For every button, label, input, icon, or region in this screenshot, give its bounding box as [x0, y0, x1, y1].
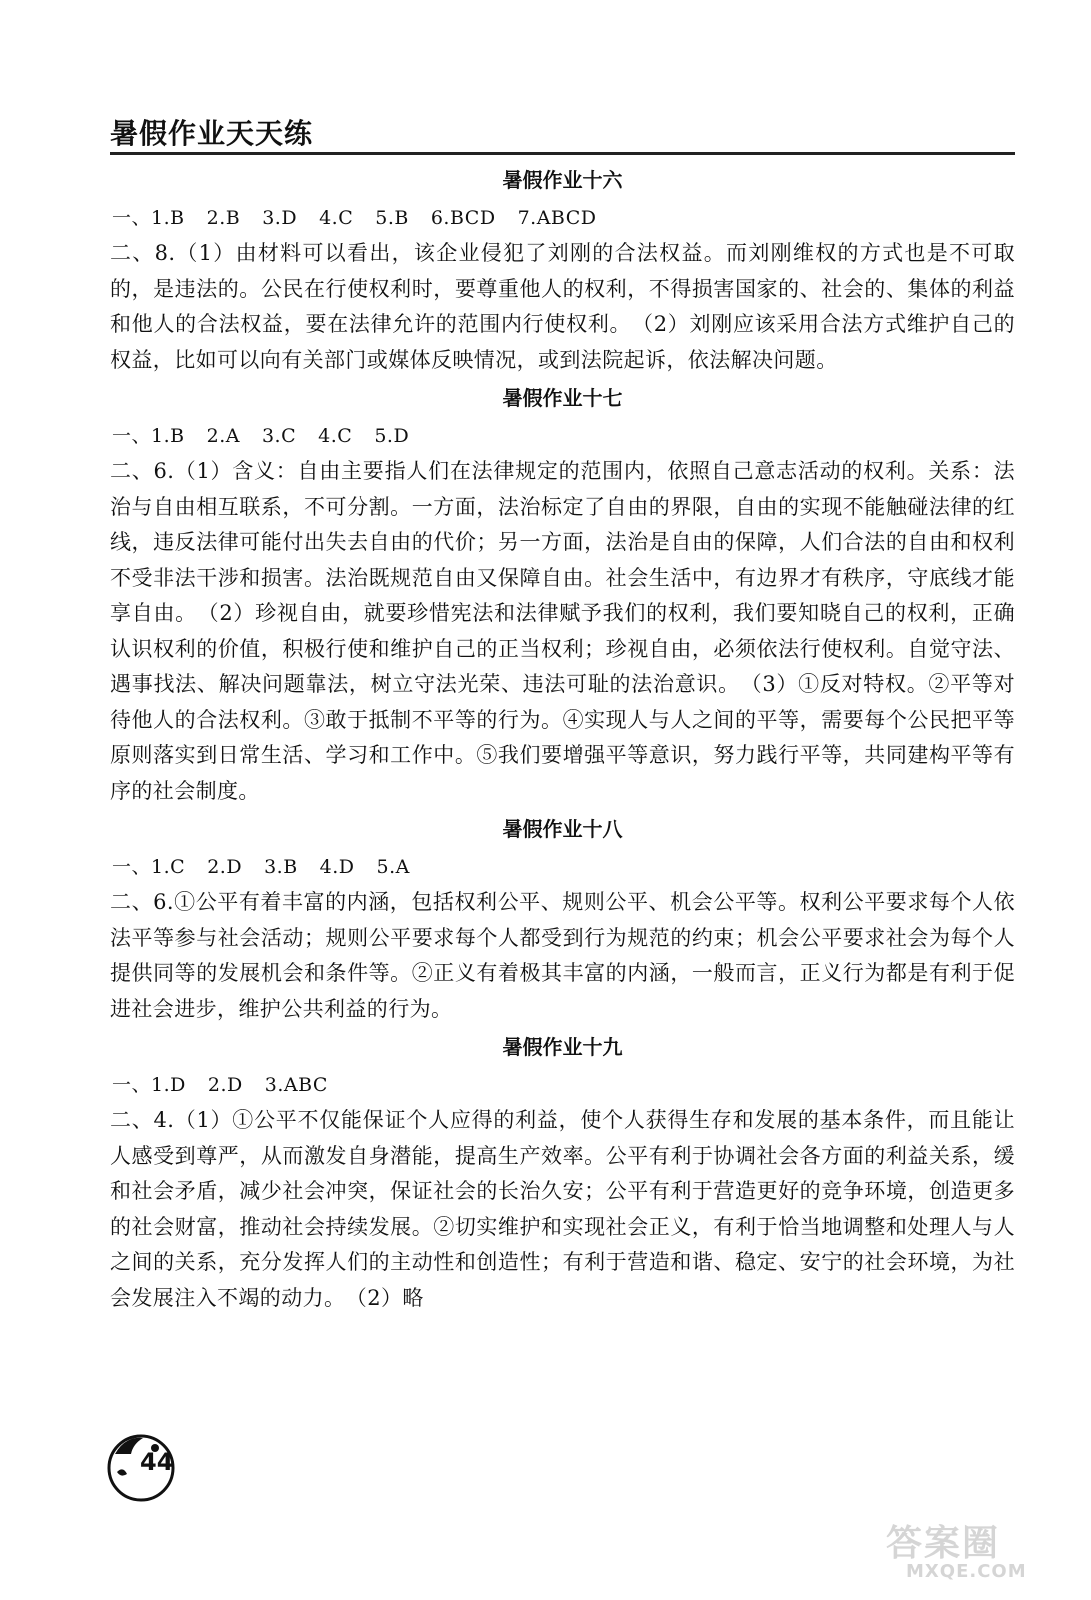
choice-answers [110, 200, 1015, 236]
watermark [886, 1515, 1061, 1590]
choice-answers [110, 849, 1015, 885]
choice-answer: 2.D [207, 1074, 243, 1096]
choice-prefix: 一、 [112, 425, 152, 447]
section-19 [110, 1027, 1015, 1316]
choice-answers [110, 1067, 1015, 1103]
section-16 [110, 160, 1015, 378]
choice-answer: 4.C [319, 207, 354, 229]
choice-answer: 3.C [261, 425, 297, 447]
section-17 [110, 378, 1015, 809]
page-header-title: 暑假作业天天练 [110, 117, 314, 150]
essay-answer: 二、4.（1）①公平不仅能保证个人应得的利益，使个人获得生存和发展的基本条件，而且能让人感受到尊严，从而激发自身潜能，提高生产效率。公平有利于协调社会各方面的利益关系，缓和社会矛盾，减少社会冲突，保证社会的长治久安；公平有利于营造更好的竞争环境，创造更多的社会财富，推动社会持续发展。②切实维护和实现社会正义，有利于恰当地调整和处理人与人之间的关系，充分发挥人们的主动性和创造性；有利于营造和谐、稳定、安宁的社会环境，为社会发展注入不竭的动力。 （2）略 [110, 1108, 1015, 1310]
choice-answer: 3.ABC [264, 1074, 328, 1096]
essay-answer: 二、6.①公平有着丰富的内涵，包括权利公平、规则公平、机会公平等。权利公平要求每个人依法平等参与社会活动；规则公平要求每个人都受到行为规范的约束；机会公平要求社会为每个人提供同等的发展机会和条件等。②正义有着极其丰富的内涵，一般而言，正义行为都是有利于促进社会进步，维护公共利益的行为。 [110, 890, 1015, 1021]
choice-answer: 5.A [376, 856, 410, 878]
page-number: 44 [140, 1448, 174, 1476]
choice-prefix: 一、 [112, 1074, 152, 1096]
choice-answer: 2.A [206, 425, 240, 447]
essay-answer: 二、8.（1）由材料可以看出，该企业侵犯了刘刚的合法权益。而刘刚维权的方式也是不可取的，是违法的。公民在行使权利时，要尊重他人的权利，不得损害国家的、社会的、集体的利益和他人的合法权益，要在法律允许的范围内行使权利。 （2）刘刚应该采用合法方式维护自己的权益，比如可以向有关部门或媒体反映情况，或到法院起诉，依法解决问题。 [110, 241, 1015, 372]
section-18 [110, 809, 1015, 1027]
section-title: 暑假作业十八 [502, 817, 623, 841]
choice-answer: 3.B [264, 856, 298, 878]
choice-answer: 5.B [375, 207, 409, 229]
choice-answer: 3.D [262, 207, 298, 229]
section-title: 暑假作业十六 [502, 168, 623, 192]
choice-prefix: 一、 [112, 207, 152, 229]
choice-answer: 2.D [207, 856, 243, 878]
section-title: 暑假作业十九 [502, 1035, 623, 1059]
choice-answer: 2.B [206, 207, 241, 229]
essay-answer: 二、6.（1）含义：自由主要指人们在法律规定的范围内，依照自己意志活动的权利。关系：法治与自由相互联系，不可分割。一方面，法治标定了自由的界限，自由的实现不能触碰法律的红线，违反法律可能付出失去自由的代价；另一方面，法治是自由的保障，人们合法的自由和权利不受非法干涉和损害。法治既规范自由又保障自由。社会生活中，有边界才有秩序，守底线才能享自由。 （2）珍视自由，就要珍惜宪法和法律赋予我们的权利，我们要知晓自己的权利，正确认识权利的价值，积极行使和维护自己的正当权利；珍视自由，必须依法行使权利。自觉守法、遇事找法、解决问题靠法，树立守法光荣、违法可耻的法治意识。 （3）①反对特权。②平等对待他人的合法权利。③敢于抵制不平等的行为。④实现人与人之间的平等，需要每个公民把平等原则落实到日常生活、学习和工作中。⑤我们要增强平等意识，努力践行平等，共同建构平等有序的社会制度。 [110, 459, 1015, 803]
answer-content [110, 160, 1015, 1316]
choice-answer: 6.BCD [430, 207, 496, 229]
choice-answer: 4.D [319, 856, 355, 878]
choice-answer: 1.B [151, 207, 185, 229]
watermark-url: MXQE.COM [906, 1561, 1027, 1582]
watermark-logo: 答案圈 [886, 1523, 1001, 1564]
choice-answer: 7.ABCD [517, 207, 597, 229]
choice-prefix: 一、 [112, 856, 152, 878]
header-divider [110, 152, 1015, 155]
choice-answer: 1.B [151, 425, 185, 447]
choice-answer: 5.D [374, 425, 410, 447]
choice-answer: 1.D [151, 1074, 186, 1096]
choice-answers [110, 418, 1015, 454]
section-title: 暑假作业十七 [502, 386, 623, 410]
choice-answer: 1.C [151, 856, 186, 878]
choice-answer: 4.C [318, 425, 353, 447]
